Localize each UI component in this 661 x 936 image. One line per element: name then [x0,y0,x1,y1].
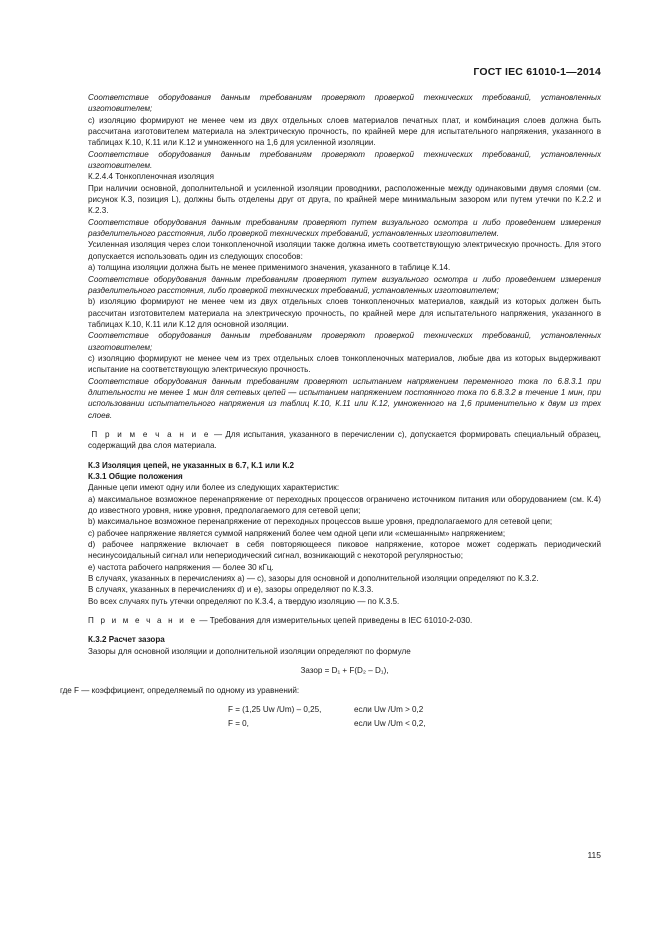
equation-1-left: F = (1,25 Uw /Um) – 0,25, [228,704,322,714]
formula-clearance: Зазор = D₁ + F(D₂ – D₁), [300,666,389,676]
page-body [60,92,602,732]
equation-2-left: F = 0, [228,718,249,728]
paragraph: a) толщина изоляции должна быть не менее применимого значения, указанного в таблице К.14. [88,263,451,273]
note-text: — Для испытания, указанного в перечислении с), допускается формировать специальный образец, содержащий два слоя материала. [88,429,602,451]
note-label: П р и м е ч а н и е [91,429,211,439]
paragraph: a) максимальное возможное перенапряжение от переходных процессов ограничено источником питания или оборудованием (см. К.4) до известного уровня, ниже уровня, предполагаемого для сетевой цепи; [88,494,601,516]
equation-1-condition: если Uw /Um > 0,2 [354,704,424,714]
equation-2-condition: если Uw /Um < 0,2, [354,718,426,728]
paragraph: Соответствие оборудования данным требованиям проверяют проверкой технических требований, установленных изготовителем; [88,331,601,352]
paragraph: В случаях, указанных в перечислениях d) и e), зазоры определяют по К.3.3. [88,585,374,595]
page-number: 115 [587,850,601,860]
section-k244-text [88,92,601,421]
formula-where: где F — коэффициент, определяемый по одному из уравнений: [60,685,300,695]
equation-1 [88,704,601,718]
paragraph: Соответствие оборудования данным требованиям проверяют испытанием напряжением переменного тока по 6.8.3.1 при длительности не менее 1 мин для сетевых цепей — испытанием напряжением постоянного тока по 6.8.3.2 в течение 1 мин, при использовании испытательного напряжения из таблиц К.10, К.11 или К.12, умноженного на 1,6 применительно к двум из трех слоев. [88,376,601,420]
paragraph: Соответствие оборудования данным требованиям проверяют проверкой технических требований, установленных изготовителем. [88,149,601,171]
paragraph: d) рабочее напряжение включает в себя повторяющееся пиковое напряжение, которое может содержать периодический несинусоидальный сигнал или непериодический сигнал, возникающий с некоторой регулярностью; [88,540,601,561]
document-header: ГОСТ IEC 61010-1—2014 [473,66,601,78]
section-k31-text [88,482,601,607]
section-title-k3: К.3 Изоляция цепей, не указанных в 6.7, К.1 или К.2 [88,460,295,470]
paragraph: e) частота рабочего напряжения — более 30 кГц. [88,562,274,572]
paragraph: Соответствие оборудования данным требованиям проверяют проверкой технических требований, установленных изготовителем; [88,93,601,114]
calc-intro: Зазоры для основной изоляции и дополнительной изоляции определяют по формуле [88,646,411,656]
subsection-title-k32: К.3.2 Расчет зазора [88,635,165,645]
note-1 [88,429,601,452]
paragraph: b) изоляцию формируют не менее чем из двух отдельных слоев тонкопленочных материалов, каждый из которых должен быть рассчитан изготовителем материала на электрическую прочность, по крайней мере для испытательного напряжения, указанного в таблицах К.10, К.11 или К.12 для основной изоляции. [88,297,601,329]
paragraph: c) изоляцию формируют не менее чем из трех отдельных слоев тонкопленочных материалов, любые два из которых выдерживают испытание на соответствующую электрическую прочность. [88,353,601,375]
paragraph: c) рабочее напряжение является суммой напряжений более чем одной цепи или «смешанным» напряжением; [88,528,506,538]
note-text: — Требования для измерительных цепей приведены в IEC 61010-2-030. [197,616,473,626]
paragraph: К.2.4.4 Тонкопленочная изоляция [88,172,214,182]
paragraph: Усиленная изоляция через слои тонкопленочной изоляции также должна иметь соответствующую электрическую прочность. Для этого допускается использовать один из следующих способов: [88,240,601,261]
paragraph: b) максимальное возможное перенапряжение от переходных процессов выше уровня, предполагаемого для сетевой цепи; [88,517,553,527]
paragraph: При наличии основной, дополнительной и усиленной изоляции проводники, расположенные между одинаковыми двумя слоями (см. рисунок К.3, позиция L), должны быть отделены друг от друга, по крайней мере минимальным зазором или путем утечки по К.2.2 и К.2.3. [88,183,601,216]
paragraph: Во всех случаях путь утечки определяют по К.3.4, а твердую изоляцию — по К.3.5. [88,596,400,606]
paragraph: Данные цепи имеют одну или более из следующих характеристик: [88,483,340,493]
subsection-title-k31: К.3.1 Общие положения [88,472,183,481]
paragraph: c) изоляцию формируют не менее чем из двух отдельных слоев материалов печатных плат, и комбинация слоев должна быть рассчитана изготовителем материала на электрическую прочность, по крайней мере для испытательного напряжения, указанного в таблицах К.10, К.11 или К.12 и умноженного на 1,6 для усиленной изоляции. [88,115,601,148]
paragraph: Соответствие оборудования данным требованиям проверяют путем визуального осмотра и либо проведением измерения разделительного расстояния, либо проверкой технических требований, установленных изготовителем; [88,274,601,295]
note-2 [88,615,601,626]
note-label: П р и м е ч а н и е [88,616,198,626]
paragraph: Соответствие оборудования данным требованиям проверяют путем визуального осмотра и либо проведением измерения разделительного расстояния, либо проверкой технических требований, установленных изготовителем. [88,217,601,239]
equation-2 [88,718,601,732]
paragraph: В случаях, указанных в перечислениях a) — c), зазоры для основной и дополнительной изоляции определяют по К.3.2. [88,574,539,584]
